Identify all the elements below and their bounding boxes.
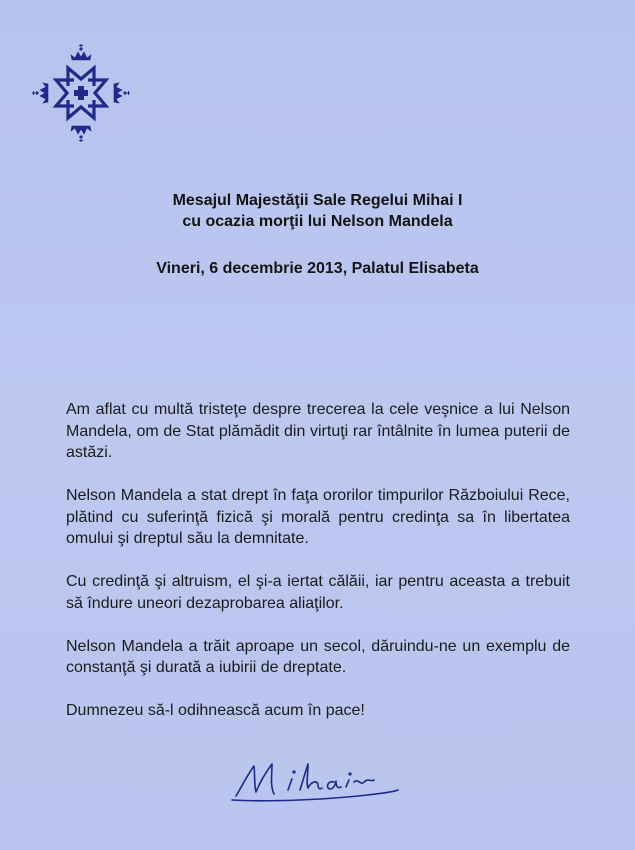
title-line-1: Mesajul Majestăţii Sale Regelui Mihai I (172, 192, 463, 209)
paragraph-1: Am aflat cu multă tristeţe despre trecerea la cele veşnice a lui Nelson Mandela, om de Stat plămădit din virtuţi rar întâlnite în lumea puterii de astăzi. (66, 401, 570, 461)
message-body (66, 399, 570, 743)
date-place-line: Vineri, 6 decembrie 2013, Palatul Elisabeta (156, 260, 479, 277)
paragraph-5: Dumnezeu să-l odihnească acum în pace! (66, 702, 365, 719)
paragraph-3: Cu credinţă şi altruism, el şi-a iertat călăii, iar pentru aceasta a trebuit să îndure uneori dezaprobarea aliaţilor. (66, 573, 570, 612)
royal-monogram-cross-icon (30, 42, 132, 144)
paragraph-4: Nelson Mandela a trăit aproape un secol, dăruindu-ne un exemplu de constanţă şi durată a iubirii de dreptate. (66, 637, 570, 676)
paragraph-2: Nelson Mandela a stat drept în faţa ororilor timpurilor Războiului Rece, plătind cu suferinţă fizică şi morală pentru credinţa sa în libertatea omului şi dreptul său la demnitate. (66, 487, 570, 547)
handwritten-signature (228, 752, 408, 812)
title-line-2: cu ocazia morţii lui Nelson Mandela (182, 213, 453, 230)
